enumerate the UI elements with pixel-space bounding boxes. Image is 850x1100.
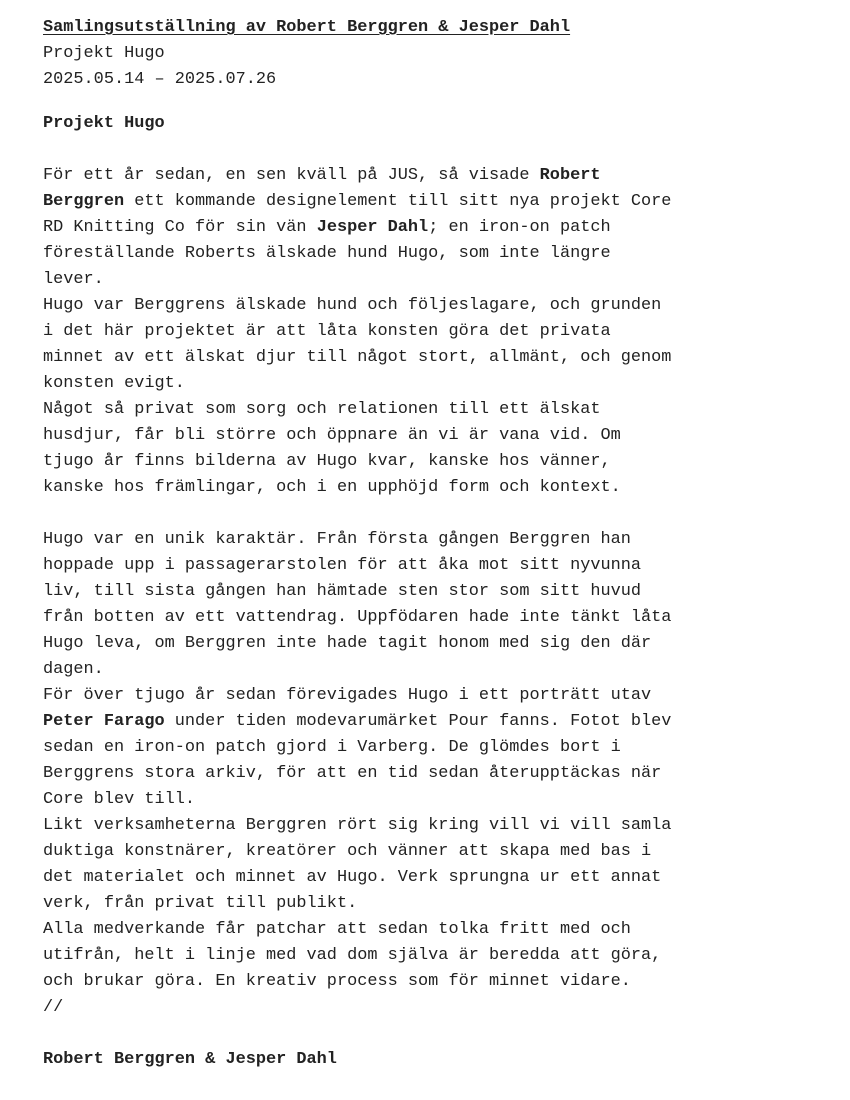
text-line: liv, till sista gången han hämtade sten stor som sitt huvud [43, 582, 642, 601]
text-line: Hugo var Berggrens älskade hund och följeslagare, och grunden [43, 296, 662, 315]
name-peter-farago: Peter Farago [43, 712, 165, 731]
text-line: och brukar göra. En kreativ process som för minnet vidare. [43, 972, 631, 991]
text-line: konsten evigt. [43, 374, 185, 393]
spacer [43, 93, 803, 111]
text-line: verk, från privat till publikt. [43, 894, 358, 913]
text-line: RD Knitting Co för sin vän Jesper Dahl; en iron-on patch [43, 218, 611, 237]
separator-slashes: // [43, 998, 64, 1017]
spacer [43, 1021, 803, 1047]
paragraph [43, 917, 803, 1021]
signature: Robert Berggren & Jesper Dahl [43, 1050, 337, 1069]
text-line: utifrån, helt i linje med vad dom själva är beredda att göra, [43, 946, 662, 965]
text-line: Något så privat som sorg och relationen till ett älskat [43, 400, 601, 419]
paragraph [43, 527, 803, 683]
section-heading: Projekt Hugo [43, 114, 165, 133]
text-line: dagen. [43, 660, 104, 679]
spacer [43, 137, 803, 163]
project-name: Projekt Hugo [43, 44, 165, 63]
paragraph [43, 813, 803, 917]
paragraph-intro [43, 163, 803, 293]
text-line: För ett år sedan, en sen kväll på JUS, så visade Robert [43, 166, 601, 185]
text-line: Likt verksamheterna Berggren rört sig kring vill vi vill samla [43, 816, 672, 835]
text-line: Hugo var en unik karaktär. Från första gången Berggren han [43, 530, 631, 549]
text-line: lever. [43, 270, 104, 289]
name-berggren: Berggren [43, 192, 125, 211]
text-line: Core blev till. [43, 790, 196, 809]
text-line: minnet av ett älskat djur till något stort, allmänt, och genom [43, 348, 672, 367]
text-line: Berggrens stora arkiv, för att en tid sedan återupptäckas när [43, 764, 662, 783]
text-line: föreställande Roberts älskade hund Hugo, som inte längre [43, 244, 611, 263]
exhibition-title: Samlingsutställning av Robert Berggren & Jesper Dahl [43, 18, 571, 37]
name-robert: Robert [539, 166, 601, 185]
name-jesper-dahl: Jesper Dahl [316, 218, 429, 237]
spacer [43, 501, 803, 527]
paragraph [43, 293, 803, 397]
text-line: sedan en iron-on patch gjord i Varberg. De glömdes bort i [43, 738, 621, 757]
text-line: från botten av ett vattendrag. Uppfödaren hade inte tänkt låta [43, 608, 672, 627]
text-line: duktiga konstnärer, kreatörer och vänner att skapa med bas i [43, 842, 652, 861]
text-line: det materialet och minnet av Hugo. Verk sprungna ur ett annat [43, 868, 662, 887]
text-line: tjugo år finns bilderna av Hugo kvar, kanske hos vänner, [43, 452, 611, 471]
text-line: hoppade upp i passagerarstolen för att åka mot sitt nyvunna [43, 556, 642, 575]
text-line: För över tjugo år sedan förevigades Hugo i ett porträtt utav [43, 686, 652, 705]
text-line: Peter Farago under tiden modevarumärket Pour fanns. Fotot blev [43, 712, 672, 731]
exhibition-dates: 2025.05.14 – 2025.07.26 [43, 70, 277, 89]
paragraph [43, 683, 803, 813]
text-line: Hugo leva, om Berggren inte hade tagit honom med sig den där [43, 634, 652, 653]
text-line: kanske hos främlingar, och i en upphöjd form och kontext. [43, 478, 621, 497]
text-line: i det här projektet är att låta konsten göra det privata [43, 322, 611, 341]
text-line: husdjur, får bli större och öppnare än vi är vana vid. Om [43, 426, 621, 445]
paragraph [43, 397, 803, 501]
text-line: Berggren ett kommande designelement till sitt nya projekt Core [43, 192, 672, 211]
text-line: Alla medverkande får patchar att sedan tolka fritt med och [43, 920, 631, 939]
